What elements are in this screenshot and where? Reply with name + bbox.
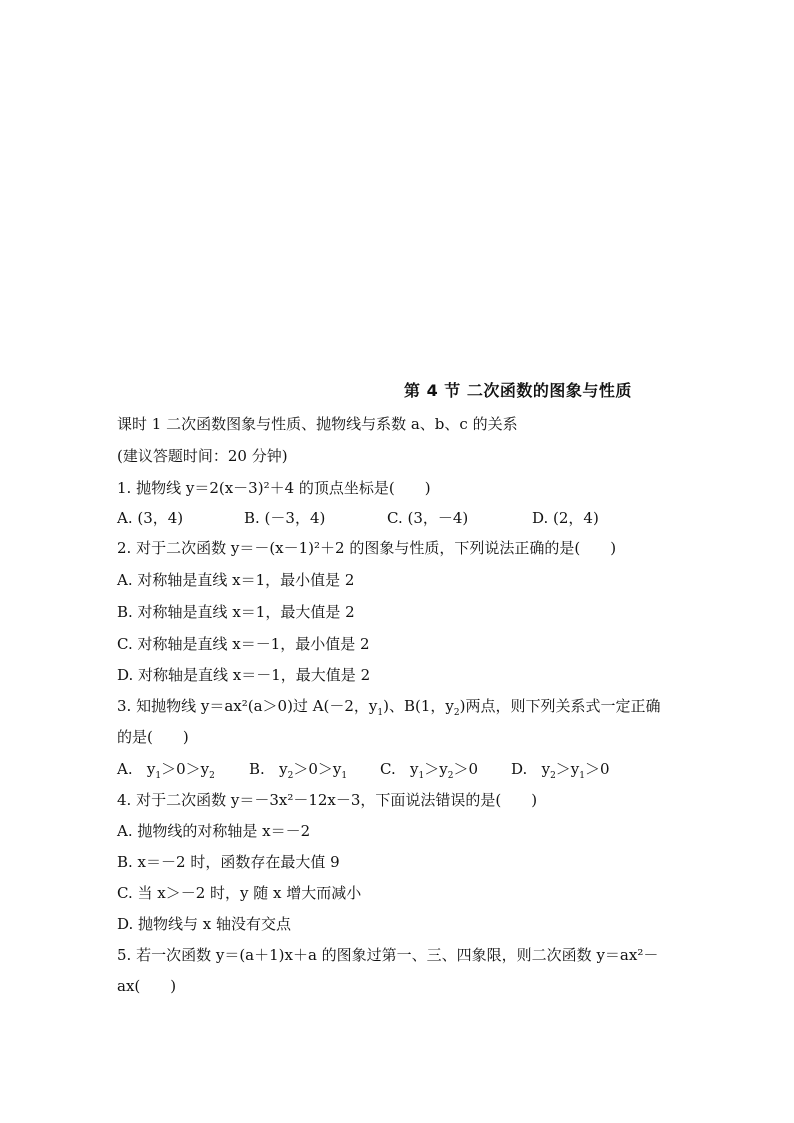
time-note: (建议答题时间：20 分钟) — [117, 447, 288, 465]
q1-option-d: D. (2，4) — [532, 509, 599, 527]
q2-option-d: D. 对称轴是直线 x＝－1，最大值是 2 — [117, 666, 371, 684]
question-4-stem: 4. 对于二次函数 y＝－3x²－12x－3，下面说法错误的是( ) — [117, 791, 538, 809]
q4-option-a: A. 抛物线的对称轴是 x＝－2 — [117, 822, 311, 840]
q4-option-c: C. 当 x＞－2 时，y 随 x 增大而减小 — [117, 884, 362, 902]
question-5-stem-line-2: ax( ) — [117, 977, 177, 995]
q4-option-d: D. 抛物线与 x 轴没有交点 — [117, 915, 292, 933]
section-title: 第 4 节 二次函数的图象与性质 — [404, 381, 632, 400]
q3-option-c: C. $y_1>y_2>0$ — [380, 760, 479, 781]
q1-option-c: C. (3，－4) — [387, 509, 469, 527]
lesson-title: 课时 1 二次函数图象与性质、抛物线与系数 a、b、c 的关系 — [117, 415, 518, 433]
q4-option-b: B. x＝－2 时，函数存在最大值 9 — [117, 853, 340, 871]
q2-option-b: B. 对称轴是直线 x＝1，最大值是 2 — [117, 603, 355, 621]
question-3-stem-line-1: 3. 知抛物线 y＝ax²(a＞0)过 A(－2，$y_1$)、B(1，$y_2$)两点，则下列关系式一定正确 — [117, 697, 661, 718]
question-5-stem-line-1: 5. 若一次函数 y＝(a＋1)x＋a 的图象过第一、三、四象限，则二次函数 y＝ax²－ — [117, 946, 659, 964]
q3-option-a: A. $y_1>0>y_2$ — [117, 760, 215, 781]
q3-option-b: B. $y_2>0>y_1$ — [249, 760, 348, 781]
q2-option-c: C. 对称轴是直线 x＝－1，最小值是 2 — [117, 635, 370, 653]
q1-option-b: B. (－3，4) — [244, 509, 326, 527]
q2-option-a: A. 对称轴是直线 x＝1，最小值是 2 — [117, 571, 355, 589]
question-1-stem: 1. 抛物线 y＝2(x－3)²＋4 的顶点坐标是( ) — [117, 479, 431, 497]
q1-option-a: A. (3，4) — [117, 509, 184, 527]
question-3-stem-line-2: 的是( ) — [117, 728, 189, 746]
question-2-stem: 2. 对于二次函数 y＝－(x－1)²＋2 的图象与性质，下列说法正确的是( ) — [117, 539, 617, 557]
q3-option-d: D. $y_2>y_1>0$ — [511, 760, 610, 781]
